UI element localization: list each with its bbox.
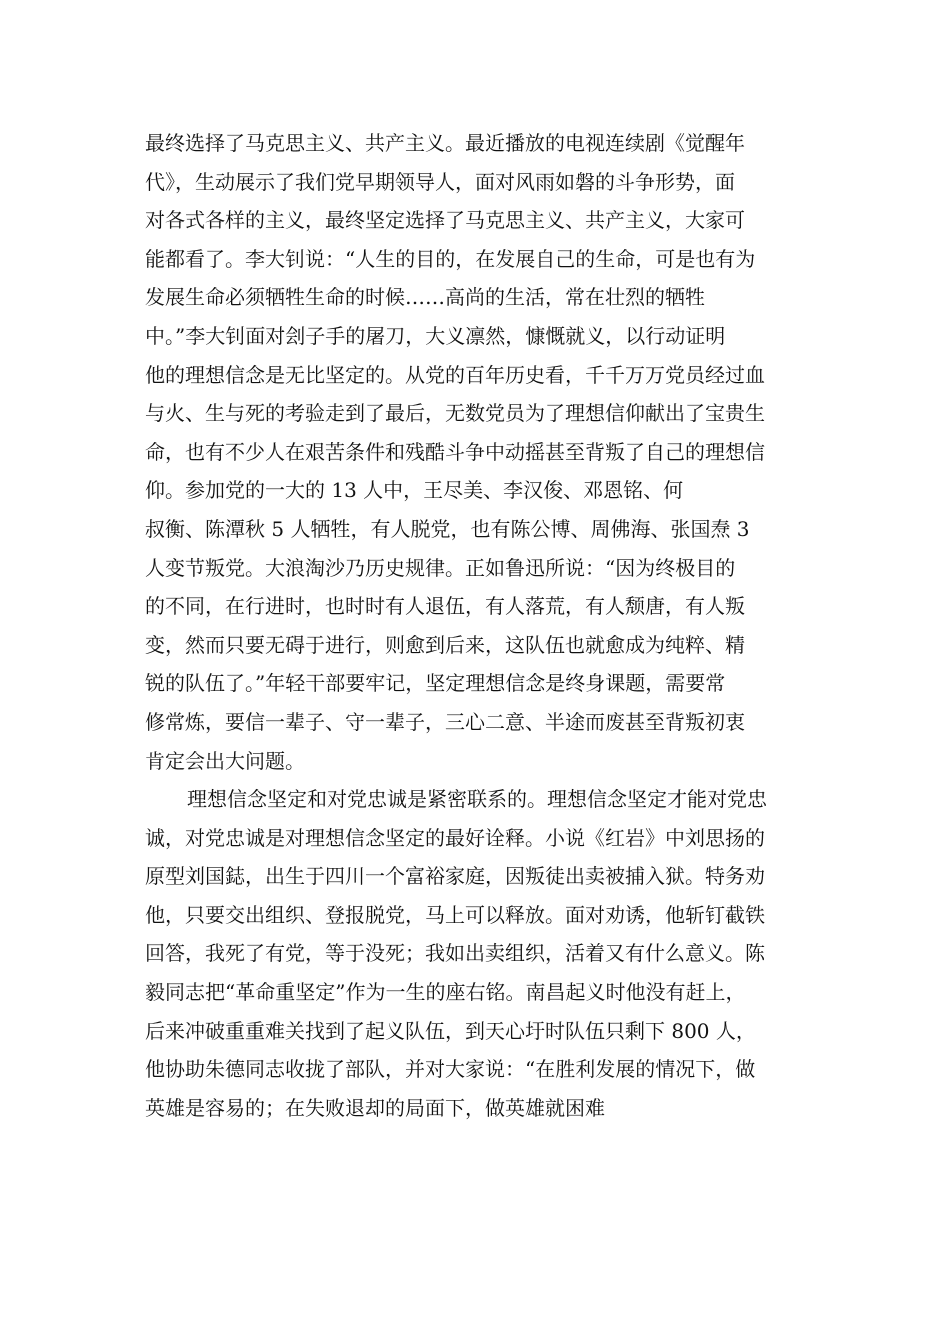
text-line: 命，也有不少人在艰苦条件和残酷斗争中动摇甚至背叛了自己的理想信	[145, 439, 765, 464]
text-line: 仰。参加党的一大的 13 人中，王尽美、李汉俊、邓恩铭、何	[145, 478, 684, 503]
text-line: 毅同志把“革命重坚定”作为一生的座右铭。南昌起义时他没有赶上，	[145, 980, 746, 1005]
text-line: 诚，对党忠诚是对理想信念坚定的最好诠释。小说《红岩》中刘思扬的	[145, 825, 765, 850]
text-line: 后来冲破重重难关找到了起义队伍，到天心圩时队伍只剩下 800 人，	[145, 1018, 756, 1043]
paragraph-1	[145, 124, 815, 780]
text-line: 叔衡、陈潭秋 5 人牺牲，有人脱党，也有陈公博、周佛海、张国焘 3	[145, 516, 750, 541]
text-line: 与火、生与死的考验走到了最后，无数党员为了理想信仰献出了宝贵生	[145, 401, 765, 426]
text-line: 中。”李大钊面对刽子手的屠刀，大义凛然，慷慨就义，以行动证明	[145, 323, 726, 348]
text-line: 他，只要交出组织、登报脱党，马上可以释放。面对劝诱，他斩钉截铁	[145, 902, 765, 927]
text-line: 锐的队伍了。”年轻干部要牢记，坚定理想信念是终身课题，需要常	[145, 671, 726, 696]
text-line: 人变节叛党。大浪淘沙乃历史规律。正如鲁迅所说：“因为终极目的	[145, 555, 736, 580]
text-line: 最终选择了马克思主义、共产主义。最近播放的电视连续剧《觉醒年	[145, 131, 745, 155]
text-line: 发展生命必须牺牲生命的时候……高尚的生活，常在壮烈的牺牲	[145, 285, 705, 310]
text-line: 的不同，在行进时，也时时有人退伍，有人落荒，有人颓唐，有人叛	[145, 594, 745, 619]
text-line: 对各式各样的主义，最终坚定选择了马克思主义、共产主义，大家可	[145, 208, 745, 233]
text-line: 他的理想信念是无比坚定的。从党的百年历史看，千千万万党员经过血	[145, 362, 765, 387]
text-line: 英雄是容易的；在失败退却的局面下，做英雄就困难	[145, 1095, 605, 1120]
text-line: 理想信念坚定和对党忠诚是紧密联系的。理想信念坚定才能对党忠	[187, 787, 767, 812]
text-line: 回答，我死了有党，等于没死；我如出卖组织，活着又有什么意义。陈	[145, 941, 765, 966]
text-line: 能都看了。李大钊说：“人生的目的，在发展自己的生命，可是也有为	[145, 246, 756, 271]
text-line: 他协助朱德同志收拢了部队，并对大家说：“在胜利发展的情况下，做	[145, 1057, 756, 1082]
text-line: 修常炼，要信一辈子、守一辈子，三心二意、半途而废甚至背叛初衷	[145, 709, 745, 734]
text-line: 肯定会出大问题。	[145, 748, 305, 773]
text-line: 变，然而只要无碍于进行，则愈到后来，这队伍也就愈成为纯粹、精	[145, 632, 745, 657]
text-line: 代》，生动展示了我们党早期领导人，面对风雨如磐的斗争形势，面	[145, 169, 735, 194]
paragraph-2	[145, 780, 815, 1127]
body-text	[145, 124, 815, 1127]
text-line: 原型刘国鋕，出生于四川一个富裕家庭，因叛徒出卖被捕入狱。特务劝	[145, 864, 765, 889]
